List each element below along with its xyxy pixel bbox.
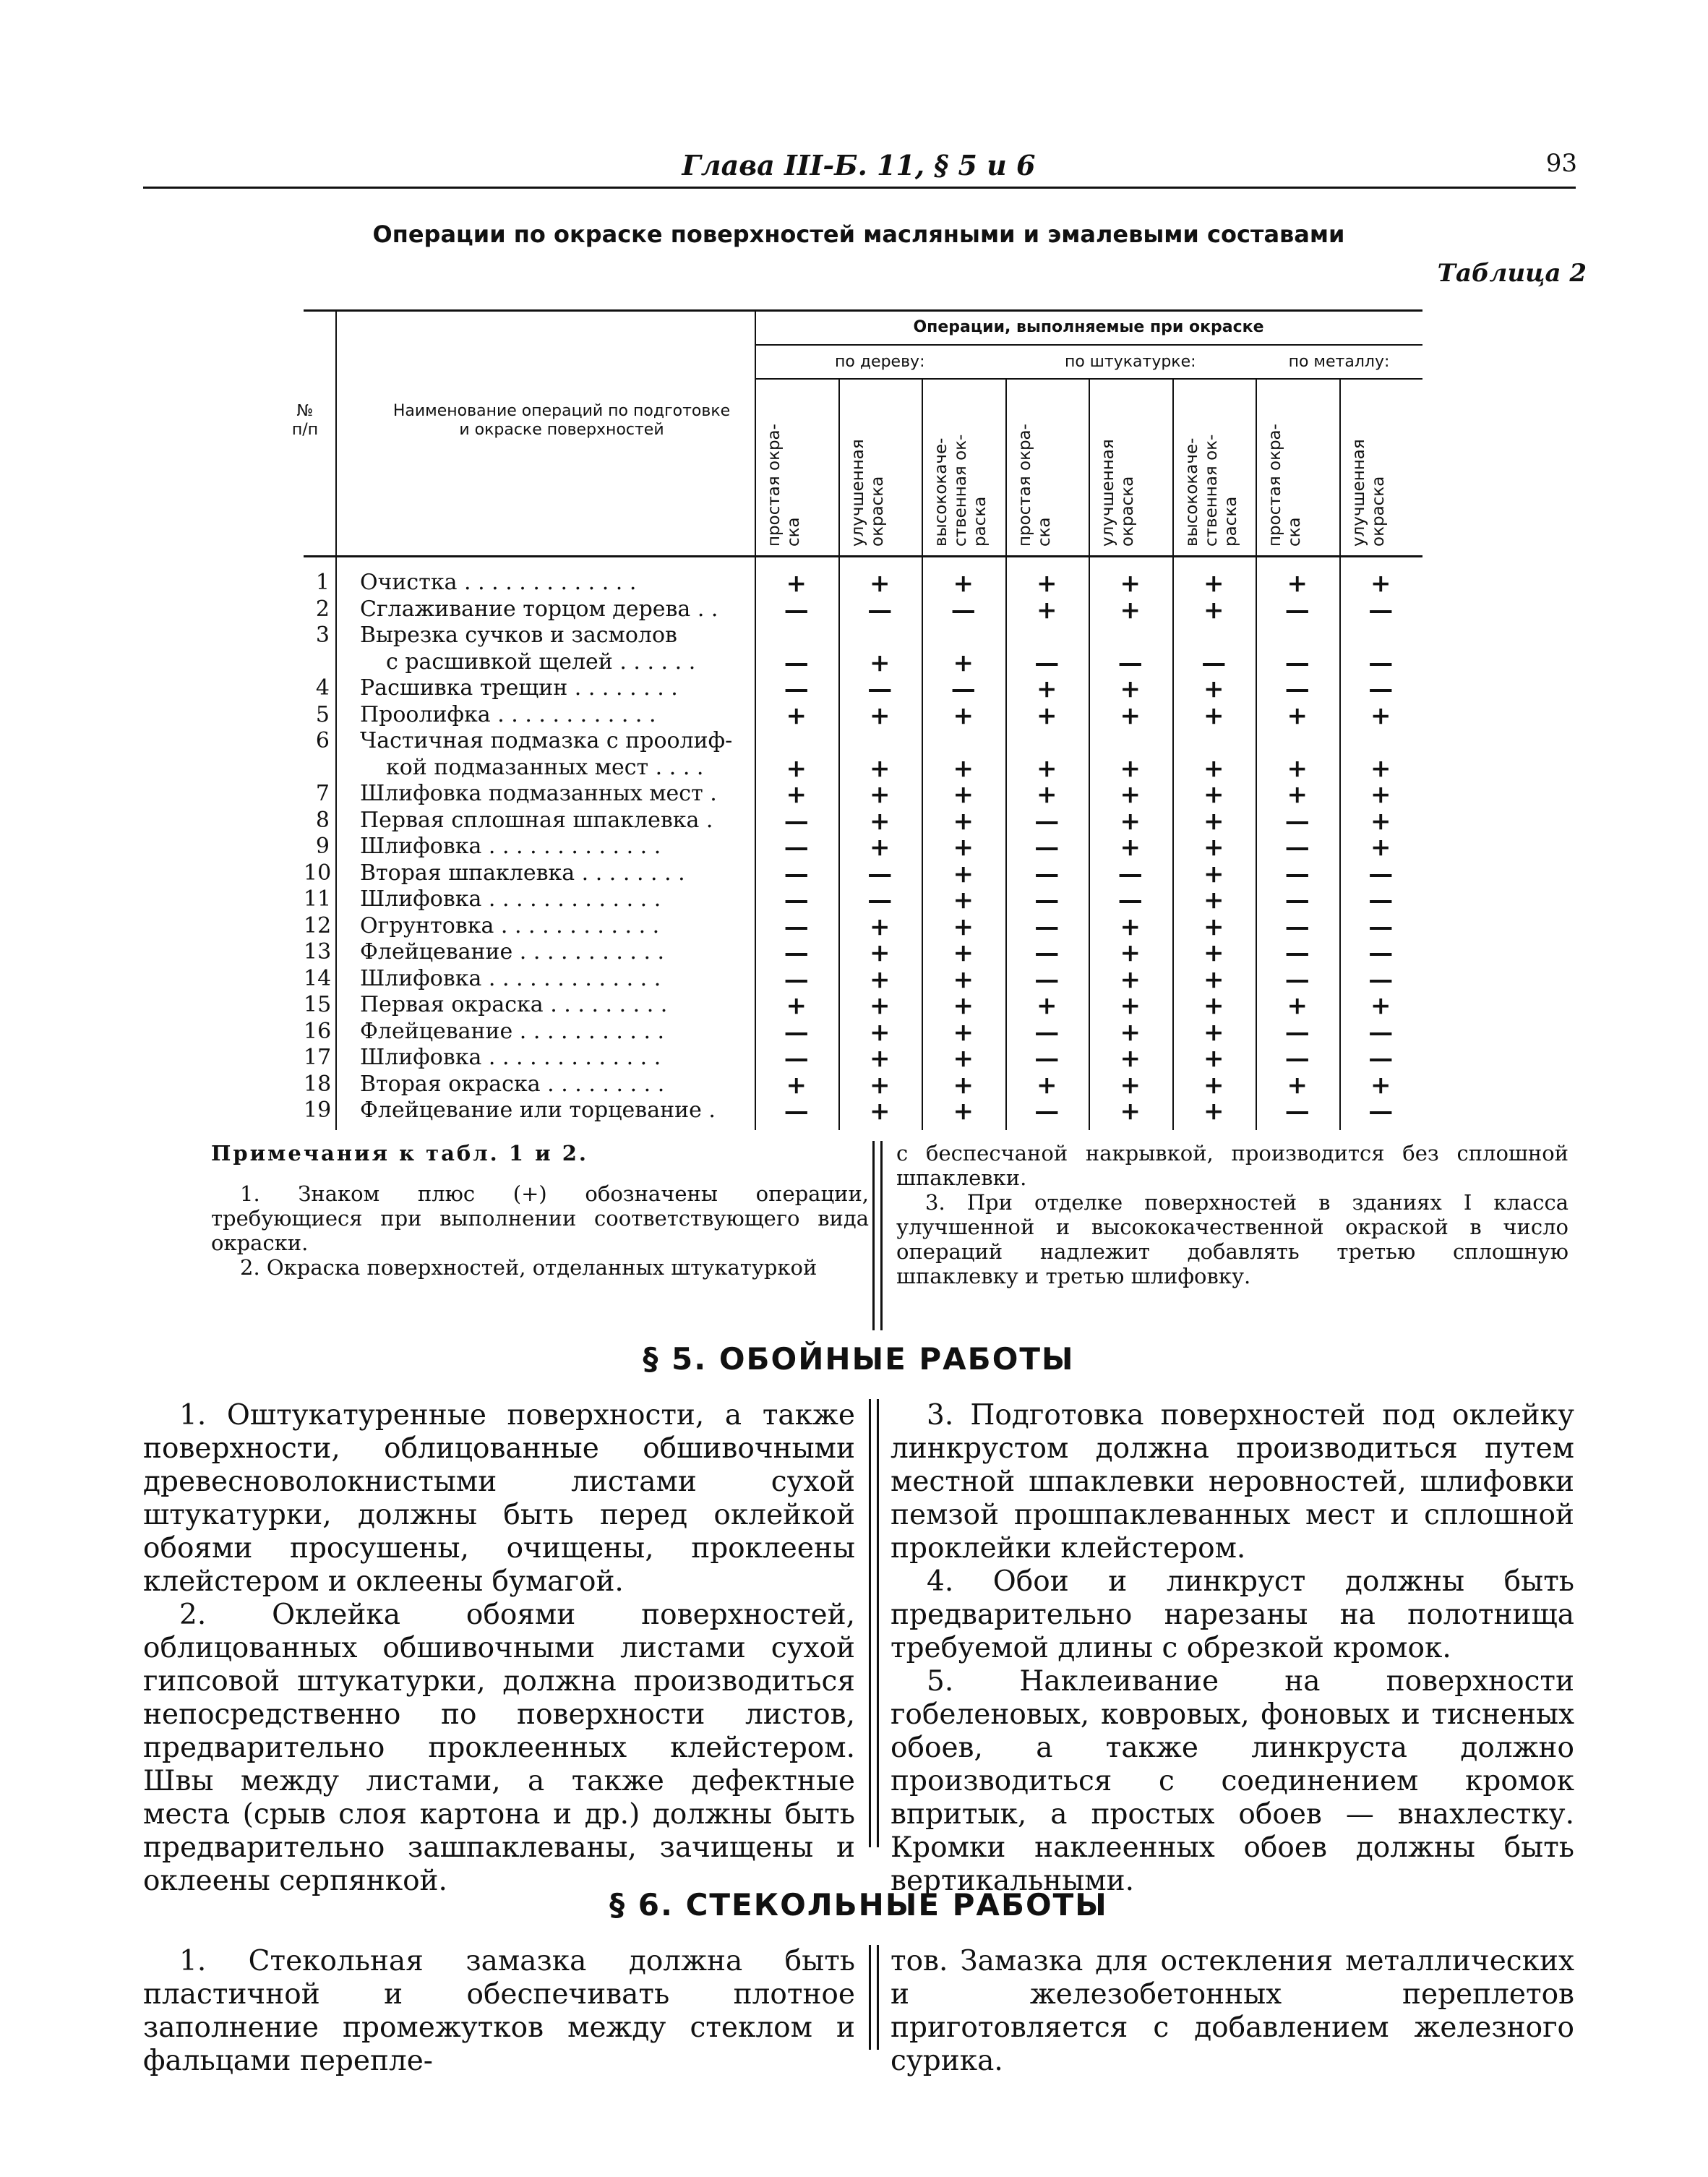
operation-mark: + <box>1203 569 1224 598</box>
operation-mark: + <box>1203 1017 1224 1047</box>
row-name-line: кой подмазанных мест . . . . <box>386 754 704 780</box>
section-6-right <box>891 1945 1574 2078</box>
row-name-line: Очистка . . . . . . . . . . . . . <box>360 570 637 595</box>
group-header-rule <box>755 378 1422 380</box>
operation-mark: + <box>870 701 891 730</box>
row-number: 8 <box>315 807 330 833</box>
sub-header: высококаче- ственная ок- раска <box>932 434 990 547</box>
num-col-rule <box>335 309 337 1130</box>
operation-mark: + <box>1120 675 1141 703</box>
operation-mark: — <box>1034 1017 1060 1047</box>
operation-mark: + <box>1037 675 1057 703</box>
operation-mark: + <box>1203 886 1224 915</box>
row-name-line: Расшивка трещин . . . . . . . . <box>360 675 678 701</box>
sub-header: улучшенная окраска <box>848 439 887 547</box>
operation-mark: — <box>867 886 893 915</box>
operation-mark: — <box>1117 648 1143 677</box>
row-number <box>304 755 332 782</box>
operation-mark: + <box>1120 1097 1141 1126</box>
notes-left <box>211 1141 869 1280</box>
operation-mark: + <box>953 648 974 677</box>
ops-header-rule <box>755 344 1422 346</box>
operation-mark: — <box>1368 675 1394 703</box>
operation-mark: + <box>1120 753 1141 783</box>
operation-mark: + <box>1120 833 1141 862</box>
row-name-line: Вторая окраска . . . . . . . . . <box>360 1071 665 1097</box>
operation-mark: + <box>953 701 974 730</box>
sub-header: простая окра- ска <box>1266 424 1304 547</box>
operation-mark: + <box>1120 912 1141 941</box>
operation-mark: — <box>1284 859 1310 889</box>
operation-mark: + <box>1120 965 1141 994</box>
operation-mark: + <box>1120 569 1141 598</box>
operation-mark: — <box>1034 1097 1060 1126</box>
row-name-line: Флейцевание . . . . . . . . . . . <box>360 1018 665 1044</box>
sub-header: высококаче- ственная ок- раска <box>1182 434 1240 547</box>
row-number: 5 <box>315 701 330 727</box>
operation-mark: + <box>870 648 891 677</box>
row-number: 17 <box>304 1045 332 1070</box>
operation-mark: — <box>784 965 809 994</box>
sub-header: улучшенная окраска <box>1349 439 1388 547</box>
operation-mark: — <box>1284 833 1310 862</box>
operation-mark: + <box>1203 753 1224 783</box>
operation-mark: + <box>953 859 974 889</box>
operation-mark: + <box>786 1070 807 1100</box>
operation-mark: + <box>1120 701 1141 730</box>
operation-mark: — <box>1368 1097 1394 1126</box>
section-5-left <box>143 1399 855 1898</box>
row-name-line: Флейцевание . . . . . . . . . . . <box>360 939 665 965</box>
operation-mark: — <box>784 648 809 677</box>
operation-mark: + <box>1370 833 1391 862</box>
ops-header: Операции, выполняемые при окраске <box>913 318 1264 336</box>
operation-mark: + <box>953 912 974 941</box>
group-header: по дереву: <box>835 353 925 371</box>
operation-mark: + <box>1037 991 1057 1020</box>
operation-mark: + <box>1370 1070 1391 1100</box>
row-name-line: Шлифовка . . . . . . . . . . . . . <box>360 1045 661 1070</box>
operation-mark: + <box>1203 833 1224 862</box>
row-number: 1 <box>315 570 330 595</box>
operation-mark: + <box>1287 569 1308 598</box>
operation-mark: + <box>1287 753 1308 783</box>
operation-mark: — <box>784 938 809 967</box>
operation-mark: — <box>1034 833 1060 862</box>
operation-mark: — <box>1368 886 1394 915</box>
operation-mark: + <box>953 753 974 783</box>
row-number: 14 <box>304 965 332 991</box>
section-5-p2: 2. Оклейка обоями поверхностей, облицованных обшивочными листами сухой гипсовой штукатурки, должна производиться непосредственно по поверхности листов, предварительно проклеенных клейстером. Швы между листами, а также дефектные места (срыв слоя картона и др.) должны быть предварительно зашпаклеваны, зачищены и оклеены серпянкой. <box>143 1599 855 1897</box>
op-col-rule <box>922 378 923 1130</box>
row-name-line: Первая сплошная шпаклевка . <box>360 807 713 833</box>
operation-mark: — <box>1284 912 1310 941</box>
row-number: 18 <box>304 1071 332 1097</box>
operation-mark: + <box>870 1044 891 1073</box>
row-number: 16 <box>304 1018 332 1044</box>
section-5-p1: 1. Оштукатуренные поверхности, а также поверхности, облицованные обшивочными древесноволокнистыми листами сухой штукатурки, должны быть перед оклейкой обоями просушены, очищены, проклеены клейстером и оклеены бумагой. <box>143 1399 855 1598</box>
sub-header: улучшенная окраска <box>1099 439 1137 547</box>
operation-mark: + <box>870 965 891 994</box>
page-header <box>143 142 1577 185</box>
row-name-line: Шлифовка . . . . . . . . . . . . . <box>360 834 661 859</box>
operation-mark: + <box>870 991 891 1020</box>
op-col-rule <box>1005 378 1007 1130</box>
operation-mark: — <box>784 595 809 625</box>
operation-mark: + <box>1203 701 1224 730</box>
operation-mark: + <box>1370 780 1391 809</box>
operation-mark: + <box>953 780 974 809</box>
op-col-rule <box>1089 378 1090 1130</box>
operations-table <box>291 309 1422 1130</box>
operation-mark: + <box>1203 806 1224 836</box>
operation-mark: — <box>1034 912 1060 941</box>
operation-mark: — <box>867 675 893 703</box>
operation-mark: — <box>1284 886 1310 915</box>
row-number: 2 <box>315 596 330 622</box>
row-name-line: Вторая шпаклевка . . . . . . . . <box>360 860 685 886</box>
table-top-rule <box>304 309 1422 312</box>
operation-mark: + <box>1120 1017 1141 1047</box>
row-name-line: Огрунтовка . . . . . . . . . . . . <box>360 912 660 938</box>
row-name-line: Сглаживание торцом дерева . . <box>360 596 718 622</box>
operation-mark: + <box>953 938 974 967</box>
operation-mark: + <box>870 1070 891 1100</box>
operation-mark: — <box>784 886 809 915</box>
operation-mark: — <box>1284 595 1310 625</box>
operation-mark: — <box>1284 648 1310 677</box>
operation-mark: — <box>1284 1097 1310 1126</box>
row-number: 9 <box>315 834 330 859</box>
section-6-divider <box>869 1945 879 2050</box>
operation-mark: — <box>784 1017 809 1047</box>
operation-mark: + <box>786 991 807 1020</box>
operation-mark: + <box>1370 569 1391 598</box>
operation-mark: + <box>870 569 891 598</box>
table-label: Таблица 2 <box>1437 259 1587 288</box>
operation-mark: — <box>784 833 809 862</box>
row-name-line: Флейцевание или торцевание . <box>360 1098 716 1123</box>
operation-mark: — <box>1368 965 1394 994</box>
operation-mark: + <box>1120 1044 1141 1073</box>
section-6-heading: § 6. СТЕКОЛЬНЫЕ РАБОТЫ <box>609 1887 1108 1922</box>
operation-mark: + <box>786 780 807 809</box>
operation-mark: + <box>953 886 974 915</box>
notes-right <box>896 1141 1568 1288</box>
operation-mark: — <box>867 859 893 889</box>
operation-mark: + <box>1037 701 1057 730</box>
header-rule <box>143 187 1576 189</box>
group-header: по штукатурке: <box>1064 353 1196 371</box>
row-number: 13 <box>304 939 332 965</box>
operation-mark: — <box>1034 886 1060 915</box>
page-number: 93 <box>1545 149 1577 178</box>
group-header: по металлу: <box>1288 353 1390 371</box>
operation-mark: + <box>870 833 891 862</box>
operation-mark: — <box>1368 595 1394 625</box>
row-number: 12 <box>304 912 332 938</box>
operation-mark: + <box>953 1070 974 1100</box>
operation-mark: + <box>870 753 891 783</box>
operation-mark: + <box>953 833 974 862</box>
operation-mark: — <box>1284 806 1310 836</box>
operation-mark: + <box>870 912 891 941</box>
operation-mark: + <box>1120 806 1141 836</box>
operation-mark: + <box>870 938 891 967</box>
operation-mark: — <box>1368 1044 1394 1073</box>
operation-mark: + <box>1287 701 1308 730</box>
row-name-line: Частичная подмазка с проолиф- <box>360 728 733 753</box>
section-5-right <box>891 1399 1574 1898</box>
operation-mark: — <box>1201 648 1227 677</box>
operation-mark: + <box>953 1044 974 1073</box>
operation-mark: + <box>870 806 891 836</box>
operation-mark: + <box>1203 1070 1224 1100</box>
operation-mark: — <box>1034 806 1060 836</box>
operation-mark: — <box>950 675 976 703</box>
operation-mark: — <box>1284 1017 1310 1047</box>
chapter-title: Глава III-Б. 11, § 5 и 6 <box>682 149 1036 181</box>
operation-mark: — <box>1284 1044 1310 1073</box>
note-2-end: с беспесчаной накрывкой, производится без сплошной шпаклевки. <box>896 1141 1568 1190</box>
row-number: 6 <box>315 728 330 753</box>
row-number: 15 <box>304 992 332 1017</box>
operation-mark: + <box>1203 859 1224 889</box>
operation-mark: — <box>950 595 976 625</box>
operation-mark: + <box>870 1017 891 1047</box>
row-name-line: Шлифовка . . . . . . . . . . . . . <box>360 965 661 991</box>
operation-mark: + <box>1203 1044 1224 1073</box>
section-6-p1-end: тов. Замазка для остекления металлических и железобетонных переплетов приготовляется с добавлением железного сурика. <box>891 1945 1574 2077</box>
operation-mark: + <box>1370 753 1391 783</box>
operation-mark: — <box>1034 965 1060 994</box>
col-num-header: № п/п <box>291 402 319 439</box>
note-2-start: 2. Окраска поверхностей, отделанных штукатуркой <box>240 1255 817 1280</box>
op-col-rule <box>1256 378 1257 1130</box>
section-5-p3: 3. Подготовка поверхностей под оклейку линкрустом должна производиться путем местной шпаклевки неровностей, шлифовки пемзой прошпаклеванных мест и сплошной проклейки клейстером. <box>891 1399 1574 1565</box>
operation-mark: — <box>784 675 809 703</box>
operation-mark: — <box>1117 886 1143 915</box>
operation-mark: + <box>1037 595 1057 625</box>
operation-mark: — <box>1284 965 1310 994</box>
operation-mark: — <box>1368 938 1394 967</box>
section-5-divider <box>869 1399 879 1847</box>
operation-mark: + <box>953 569 974 598</box>
operation-mark: + <box>1203 938 1224 967</box>
row-number: 19 <box>304 1098 332 1123</box>
row-number: 7 <box>315 781 330 806</box>
notes-heading: Примечания к табл. 1 и 2. <box>211 1141 589 1166</box>
sub-header: простая окра- ска <box>765 424 803 547</box>
operation-mark: + <box>953 1017 974 1047</box>
operation-mark: — <box>1368 648 1394 677</box>
table-header-rule <box>304 555 1422 557</box>
operation-mark: + <box>1203 965 1224 994</box>
operation-mark: — <box>1368 859 1394 889</box>
op-col-rule <box>838 378 840 1130</box>
operation-mark: — <box>784 912 809 941</box>
row-name-line: Шлифовка подмазанных мест . <box>360 781 717 806</box>
operation-mark: + <box>1287 780 1308 809</box>
operation-mark: — <box>1284 938 1310 967</box>
section-6-p1-start: 1. Стекольная замазка должна быть пластичной и обеспечивать плотное заполнение промежутков между стеклом и фальцами перепле- <box>143 1945 855 2077</box>
operation-mark: + <box>1203 991 1224 1020</box>
operation-mark: + <box>1120 780 1141 809</box>
operation-mark: + <box>786 753 807 783</box>
row-number: 11 <box>304 886 332 912</box>
operation-mark: + <box>1037 753 1057 783</box>
operation-mark: — <box>1034 938 1060 967</box>
operation-mark: + <box>1287 991 1308 1020</box>
operation-mark: — <box>1284 675 1310 703</box>
operation-mark: + <box>786 569 807 598</box>
sub-header: простая окра- ска <box>1015 424 1054 547</box>
table-title: Операции по окраске поверхностей масляными и эмалевыми составами <box>372 221 1345 248</box>
row-number: 4 <box>315 675 330 701</box>
row-number: 10 <box>304 860 332 886</box>
note-1: 1. Знаком плюс (+) обозначены операции, требующиеся при выполнении соответствующего вида окраски. <box>211 1181 869 1255</box>
operation-mark: + <box>953 1097 974 1126</box>
row-name-line: Первая окраска . . . . . . . . . <box>360 992 668 1017</box>
operation-mark: — <box>1034 1044 1060 1073</box>
notes-divider <box>872 1141 883 1330</box>
operation-mark: — <box>784 806 809 836</box>
row-name-line: Вырезка сучков и засмолов <box>360 623 677 648</box>
row-name-line: Проолифка . . . . . . . . . . . . <box>360 701 656 727</box>
col-name-header: Наименование операций по подготовке и окраске поверхностей <box>392 402 731 439</box>
operation-mark: + <box>786 701 807 730</box>
section-5-p5: 5. Наклеивание на поверхности гобеленовых, ковровых, фоновых и тисненых обоев, а также линкруста должно производиться с соединением кромок впритык, а простых обоев — внахлестку. Кромки наклеенных обоев должны быть вертикальными. <box>891 1665 1574 1897</box>
note-3: 3. При отделке поверхностей в зданиях I класса улучшенной и высококачественной окраской в число операций надлежит добавлять третью сплошную шпаклевку и третью шлифовку. <box>896 1190 1568 1288</box>
operation-mark: + <box>1287 1070 1308 1100</box>
op-col-rule <box>1172 378 1174 1130</box>
operation-mark: — <box>867 595 893 625</box>
operation-mark: + <box>1120 1070 1141 1100</box>
section-5-p4: 4. Обои и линкруст должны быть предварительно нарезаны на полотнища требуемой длины с обрезкой кромок. <box>891 1565 1574 1664</box>
operation-mark: — <box>1034 859 1060 889</box>
row-number: 3 <box>315 623 330 648</box>
row-name-line: с расшивкой щелей . . . . . . <box>386 649 696 675</box>
operation-mark: + <box>1120 938 1141 967</box>
section-6-left <box>143 1945 855 2078</box>
operation-mark: + <box>1037 569 1057 598</box>
operation-mark: + <box>1203 675 1224 703</box>
operation-mark: — <box>784 859 809 889</box>
operation-mark: + <box>1203 595 1224 625</box>
operation-mark: + <box>1370 991 1391 1020</box>
operation-mark: + <box>1120 991 1141 1020</box>
operation-mark: + <box>1203 1097 1224 1126</box>
operation-mark: + <box>1203 912 1224 941</box>
operation-mark: + <box>953 806 974 836</box>
operation-mark: + <box>1203 780 1224 809</box>
operation-mark: — <box>1117 859 1143 889</box>
operation-mark: + <box>870 780 891 809</box>
operation-mark: — <box>1034 648 1060 677</box>
row-names <box>360 570 765 1124</box>
operation-mark: — <box>784 1097 809 1126</box>
operation-mark: + <box>1037 780 1057 809</box>
row-number <box>304 649 332 676</box>
operation-mark: + <box>870 1097 891 1126</box>
operation-mark: + <box>1370 806 1391 836</box>
op-col-rule <box>1339 378 1341 1130</box>
name-col-rule <box>755 309 756 1130</box>
operation-mark: — <box>1368 912 1394 941</box>
operation-mark: + <box>953 965 974 994</box>
section-5-heading: § 5. ОБОЙНЫЕ РАБОТЫ <box>643 1341 1075 1377</box>
operation-mark: + <box>1037 1070 1057 1100</box>
row-name-line: Шлифовка . . . . . . . . . . . . . <box>360 886 661 912</box>
operation-mark: + <box>1370 701 1391 730</box>
operation-mark: + <box>1120 595 1141 625</box>
operation-mark: — <box>784 1044 809 1073</box>
operation-mark: — <box>1368 1017 1394 1047</box>
row-numbers <box>304 570 332 1124</box>
operation-mark: + <box>953 991 974 1020</box>
